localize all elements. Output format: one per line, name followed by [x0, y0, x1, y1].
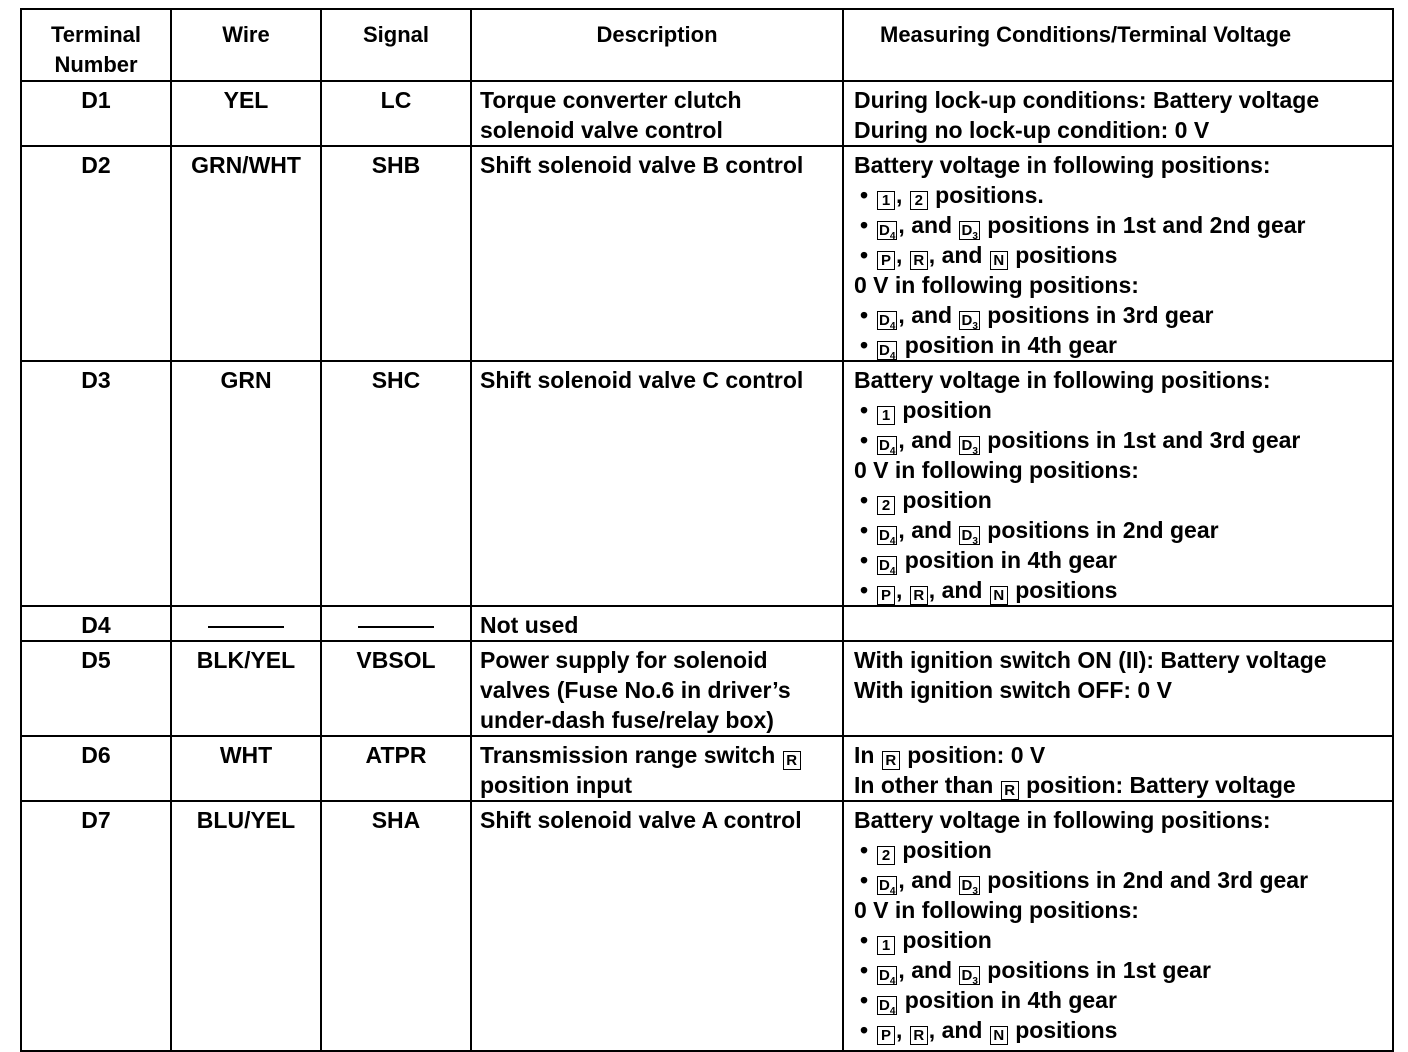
bullet-icon: •	[860, 182, 869, 208]
measuring-text: position	[902, 397, 992, 423]
bullet-icon: •	[860, 397, 869, 423]
position-indicator-icon: $D_3$	[961, 312, 978, 332]
position-indicator-icon: $D_4$	[879, 312, 896, 332]
measuring-cell	[843, 641, 1393, 736]
position-indicator-icon: 1	[877, 936, 895, 955]
measuring-prefix: In other than	[854, 772, 994, 798]
measuring-line	[854, 85, 1386, 115]
measuring-line	[854, 395, 1386, 425]
position-indicator-icon: R	[882, 751, 900, 770]
wire-cell: YEL	[171, 81, 321, 146]
measuring-text: 0 V in following positions:	[854, 272, 1139, 298]
position-indicator-icon: N	[990, 586, 1008, 605]
measuring-text: positions	[1015, 242, 1118, 268]
measuring-line: • $D_4$ , and $D_3$ positions in 2nd and 3rd gear	[860, 867, 1309, 897]
bullet-icon: •	[860, 547, 869, 573]
measuring-line	[854, 365, 1386, 395]
measuring-line: • 1 , 2 positions.	[860, 182, 1044, 209]
signal-cell: SHB	[321, 146, 471, 361]
measuring-line	[854, 895, 1386, 925]
bullet-icon: •	[860, 242, 869, 268]
description-line: solenoid valve control	[480, 117, 723, 143]
bullet-icon: •	[860, 577, 869, 603]
joiner-text: and	[911, 302, 953, 328]
wire-cell: WHT	[171, 736, 321, 801]
signal-cell: SHC	[321, 361, 471, 606]
measuring-cell	[843, 736, 1393, 801]
measuring-cell	[843, 81, 1393, 146]
bullet-icon: •	[860, 487, 869, 513]
measuring-prefix: In	[854, 742, 875, 768]
measuring-line: • P , R , and N positions	[860, 1017, 1118, 1044]
header-terminal-line2: Number	[54, 52, 138, 77]
header-wire: Wire	[171, 9, 321, 81]
description-line: Shift solenoid valve C control	[480, 367, 804, 393]
header-row	[21, 9, 1393, 81]
measuring-text: position in 4th gear	[904, 332, 1117, 358]
position-indicator-icon: $D_3$	[961, 527, 978, 547]
measuring-text: positions in 1st gear	[987, 957, 1211, 983]
measuring-line	[854, 675, 1386, 705]
position-indicator-icon: $D_4$	[879, 557, 896, 577]
signal-cell: LC	[321, 81, 471, 146]
position-indicator-icon: $D_3$	[961, 967, 978, 987]
description-cell	[471, 361, 843, 606]
measuring-line: • P , R , and N positions	[860, 577, 1118, 604]
position-indicator-icon: $D_4$	[879, 877, 896, 897]
terminal-cell: D3	[21, 361, 171, 606]
description-cell	[471, 736, 843, 801]
description-line: Shift solenoid valve B control	[480, 152, 804, 178]
joiner-text: and	[941, 1017, 983, 1043]
position-indicator-icon: R	[783, 751, 801, 770]
joiner-text: and	[911, 957, 953, 983]
position-indicator-icon: 2	[910, 191, 928, 210]
position-indicator-icon: P	[877, 251, 895, 270]
measuring-text: positions in 3rd gear	[987, 302, 1214, 328]
table-body	[21, 81, 1393, 1051]
bullet-icon: •	[860, 332, 869, 358]
measuring-text: 0 V in following positions:	[854, 897, 1139, 923]
terminal-cell: D5	[21, 641, 171, 736]
terminal-cell: D6	[21, 736, 171, 801]
measuring-line	[854, 835, 1386, 865]
measuring-line: • $D_4$ , and $D_3$ positions in 3rd gear	[860, 302, 1214, 332]
position-indicator-icon: $D_4$	[879, 437, 896, 457]
bullet-icon: •	[860, 1017, 869, 1043]
table-row	[21, 606, 1393, 641]
description-line: valves (Fuse No.6 in driver’s	[480, 677, 791, 703]
measuring-text: positions	[1015, 1017, 1118, 1043]
header-terminal	[21, 9, 171, 81]
position-indicator-icon: R	[1001, 781, 1019, 800]
position-indicator-icon: N	[990, 1026, 1008, 1045]
position-indicator-icon: $D_4$	[879, 997, 896, 1017]
measuring-line	[854, 645, 1386, 675]
dash-line	[208, 626, 284, 628]
description-cell	[471, 606, 843, 641]
measuring-cell	[843, 801, 1393, 1051]
measuring-text: position in 4th gear	[904, 547, 1117, 573]
joiner-text: and	[911, 867, 953, 893]
wire-cell: GRN/WHT	[171, 146, 321, 361]
table-row	[21, 736, 1393, 801]
measuring-text: positions in 2nd gear	[987, 517, 1219, 543]
table-row	[21, 801, 1393, 1051]
position-indicator-icon: 1	[877, 191, 895, 210]
table-row	[21, 146, 1393, 361]
position-indicator-icon: 2	[877, 846, 895, 865]
measuring-text: position: 0 V	[907, 742, 1046, 768]
measuring-cell	[843, 146, 1393, 361]
measuring-text: position	[902, 927, 992, 953]
description-line: Torque converter clutch	[480, 87, 742, 113]
signal-cell: ATPR	[321, 736, 471, 801]
position-indicator-icon: $D_4$	[879, 222, 896, 242]
measuring-line	[854, 455, 1386, 485]
description-line: under-dash fuse/relay box)	[480, 707, 774, 733]
position-indicator-icon: P	[877, 586, 895, 605]
measuring-line	[854, 150, 1386, 180]
measuring-text: position	[902, 837, 992, 863]
measuring-line: • $D_4$ , and $D_3$ positions in 1st and 3rd gear	[860, 427, 1301, 457]
signal-cell: SHA	[321, 801, 471, 1051]
description-cell	[471, 146, 843, 361]
measuring-text: 0 V in following positions:	[854, 457, 1139, 483]
joiner-text: and	[941, 577, 983, 603]
wire-cell: BLK/YEL	[171, 641, 321, 736]
dash-line	[358, 626, 434, 628]
measuring-line	[854, 740, 1386, 770]
header-description: Description	[471, 9, 843, 81]
position-indicator-icon: $D_3$	[961, 437, 978, 457]
joiner-text: and	[911, 212, 953, 238]
bullet-icon: •	[860, 867, 869, 893]
joiner-text: and	[941, 242, 983, 268]
description-line: Not used	[480, 612, 579, 638]
bullet-icon: •	[860, 427, 869, 453]
header-measuring: Measuring Conditions/Terminal Voltage	[843, 9, 1393, 81]
description-cell	[471, 81, 843, 146]
measuring-text: During no lock-up condition: 0 V	[854, 117, 1210, 143]
measuring-line	[854, 805, 1386, 835]
measuring-line	[854, 770, 1386, 800]
description-line: Power supply for solenoid	[480, 647, 768, 673]
measuring-text: positions in 1st and 3rd gear	[987, 427, 1301, 453]
table-row	[21, 81, 1393, 146]
position-indicator-icon: $D_3$	[961, 877, 978, 897]
terminal-cell: D7	[21, 801, 171, 1051]
position-indicator-icon: R	[910, 251, 928, 270]
terminal-cell: D2	[21, 146, 171, 361]
measuring-line: • $D_4$ , and $D_3$ positions in 2nd gear	[860, 517, 1219, 547]
measuring-text: position: Battery voltage	[1026, 772, 1296, 798]
position-indicator-icon: P	[877, 1026, 895, 1045]
terminal-table	[20, 8, 1394, 1052]
bullet-icon: •	[860, 302, 869, 328]
measuring-cell	[843, 606, 1393, 641]
measuring-text: During lock-up conditions: Battery voltage	[854, 87, 1320, 113]
signal-cell	[321, 606, 471, 641]
position-indicator-icon: $D_3$	[961, 222, 978, 242]
position-indicator-icon: 1	[877, 406, 895, 425]
wire-cell: BLU/YEL	[171, 801, 321, 1051]
joiner-text: and	[911, 517, 953, 543]
description-cell	[471, 641, 843, 736]
description-line: position input	[480, 772, 633, 798]
description-line: Transmission range switch R	[480, 740, 836, 770]
position-indicator-icon: $D_4$	[879, 967, 896, 987]
position-indicator-icon: R	[910, 1026, 928, 1045]
bullet-icon: •	[860, 837, 869, 863]
measuring-text: With ignition switch ON (II): Battery voltage	[854, 647, 1327, 673]
wire-cell: GRN	[171, 361, 321, 606]
position-indicator-icon: N	[990, 251, 1008, 270]
measuring-line: • P , R , and N positions	[860, 242, 1118, 269]
wire-cell	[171, 606, 321, 641]
table-row	[21, 641, 1393, 736]
position-indicator-icon: $D_4$	[879, 527, 896, 547]
measuring-text: position in 4th gear	[904, 987, 1117, 1013]
measuring-line	[854, 115, 1386, 145]
measuring-line: • $D_4$ , and $D_3$ positions in 1st gear	[860, 957, 1211, 987]
bullet-icon: •	[860, 517, 869, 543]
bullet-icon: •	[860, 987, 869, 1013]
bullet-icon: •	[860, 957, 869, 983]
description-cell	[471, 801, 843, 1051]
measuring-text: positions	[1015, 577, 1118, 603]
position-indicator-icon: R	[910, 586, 928, 605]
measuring-text: Battery voltage in following positions:	[854, 807, 1271, 833]
signal-cell: VBSOL	[321, 641, 471, 736]
position-indicator-icon: 2	[877, 496, 895, 515]
measuring-line	[854, 485, 1386, 515]
measuring-text: With ignition switch OFF: 0 V	[854, 677, 1172, 703]
joiner-text: and	[911, 427, 953, 453]
measuring-line	[854, 925, 1386, 955]
bullet-icon: •	[860, 212, 869, 238]
table-row	[21, 361, 1393, 606]
description-line: Shift solenoid valve A control	[480, 807, 802, 833]
position-indicator-icon: $D_4$	[879, 342, 896, 362]
measuring-text: position	[902, 487, 992, 513]
header-terminal-line1: Terminal	[50, 22, 142, 47]
measuring-text: positions.	[935, 182, 1044, 208]
measuring-line	[854, 985, 1386, 1015]
bullet-icon: •	[860, 927, 869, 953]
header-signal: Signal	[321, 9, 471, 81]
terminal-cell: D4	[21, 606, 171, 641]
measuring-text: positions in 2nd and 3rd gear	[987, 867, 1309, 893]
measuring-line: • $D_4$ , and $D_3$ positions in 1st and 2nd gear	[860, 212, 1306, 242]
measuring-text: positions in 1st and 2nd gear	[987, 212, 1306, 238]
measuring-text: Battery voltage in following positions:	[854, 152, 1271, 178]
measuring-line	[854, 545, 1386, 575]
measuring-text: Battery voltage in following positions:	[854, 367, 1271, 393]
terminal-cell: D1	[21, 81, 171, 146]
measuring-cell	[843, 361, 1393, 606]
measuring-line	[854, 330, 1386, 360]
measuring-line	[854, 270, 1386, 300]
